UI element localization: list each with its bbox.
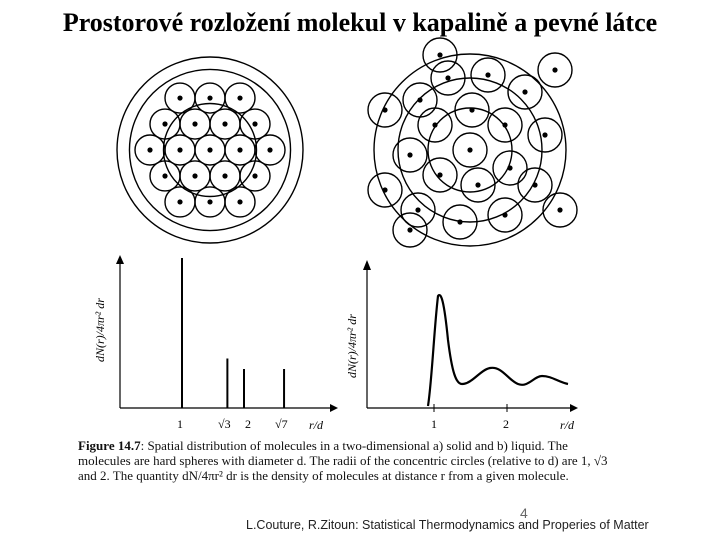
solid-molecule-center [252,173,257,178]
solid-x-label: r/d [309,418,324,432]
solid-molecule-center [162,121,167,126]
solid-molecule-center [207,147,212,152]
liquid-y-axis-arrow [363,260,371,270]
solid-distribution-plot [93,255,338,432]
solid-molecule-center [192,173,197,178]
solid-y-axis-arrow [116,255,124,264]
solid-tick-sqrt3: √3 [218,417,231,431]
liquid-molecule-center [415,207,420,212]
solid-y-label: dN(r)/4πr² dr [93,298,107,362]
liquid-molecule-center [407,227,412,232]
solid-molecule-center [207,199,212,204]
solid-molecule-center [192,121,197,126]
liquid-molecule-center [542,132,547,137]
solid-molecule-center [222,173,227,178]
caption-text: : Spatial distribution of molecules in a two-dimensional a) solid and b) liquid. The molecules are hard spheres with diameter d. The radii of the concentric circles (relative to d) are 1, √3 and 2. The quantity dN/4πr² dr is the density of molecules at distance r from a given molecule. [78,438,608,483]
solid-tick-sqrt7: √7 [275,417,288,431]
solid-molecule-center [207,95,212,100]
slide-number: 4 [520,505,528,521]
slide-title: Prostorové rozložení molekul v kapalině a pevné látce [62,8,658,37]
solid-molecule-center [177,95,182,100]
liquid-tick-1: 1 [431,417,437,431]
liquid-molecule-center [475,182,480,187]
solid-tick-2: 2 [245,417,251,431]
liquid-molecule-center [522,89,527,94]
liquid-molecule-center [407,152,412,157]
liquid-x-axis-arrow [570,404,578,412]
liquid-molecule-center [485,72,490,77]
liquid-x-label: r/d [560,418,575,432]
liquid-molecule-center [557,207,562,212]
liquid-rdf-curve [428,295,568,406]
solid-molecule-center [237,199,242,204]
liquid-y-label: dN(r)/4πr² dr [345,314,359,378]
solid-tick-1: 1 [177,417,183,431]
solid-molecule-center [267,147,272,152]
solid-x-axis-arrow [330,404,338,412]
solid-molecule-center [237,147,242,152]
liquid-tick-2: 2 [503,417,509,431]
footer-citation: L.Couture, R.Zitoun: Statistical Thermodynamics and Properies of Matter [246,518,649,532]
solid-lattice-diagram [117,57,303,243]
caption-label: Figure 14.7 [78,438,141,453]
liquid-distribution-plot [345,260,578,432]
solid-molecule-center [162,173,167,178]
liquid-molecule-center [437,52,442,57]
figure-caption [78,438,618,483]
solid-molecule-center [177,147,182,152]
liquid-molecule-center [467,147,472,152]
liquid-molecule-center [445,75,450,80]
liquid-arrangement-diagram [368,38,577,247]
solid-molecule-center [222,121,227,126]
solid-molecule-center [177,199,182,204]
liquid-molecule-center [552,67,557,72]
solid-molecule-center [147,147,152,152]
solid-molecule-center [237,95,242,100]
solid-molecule-center [252,121,257,126]
